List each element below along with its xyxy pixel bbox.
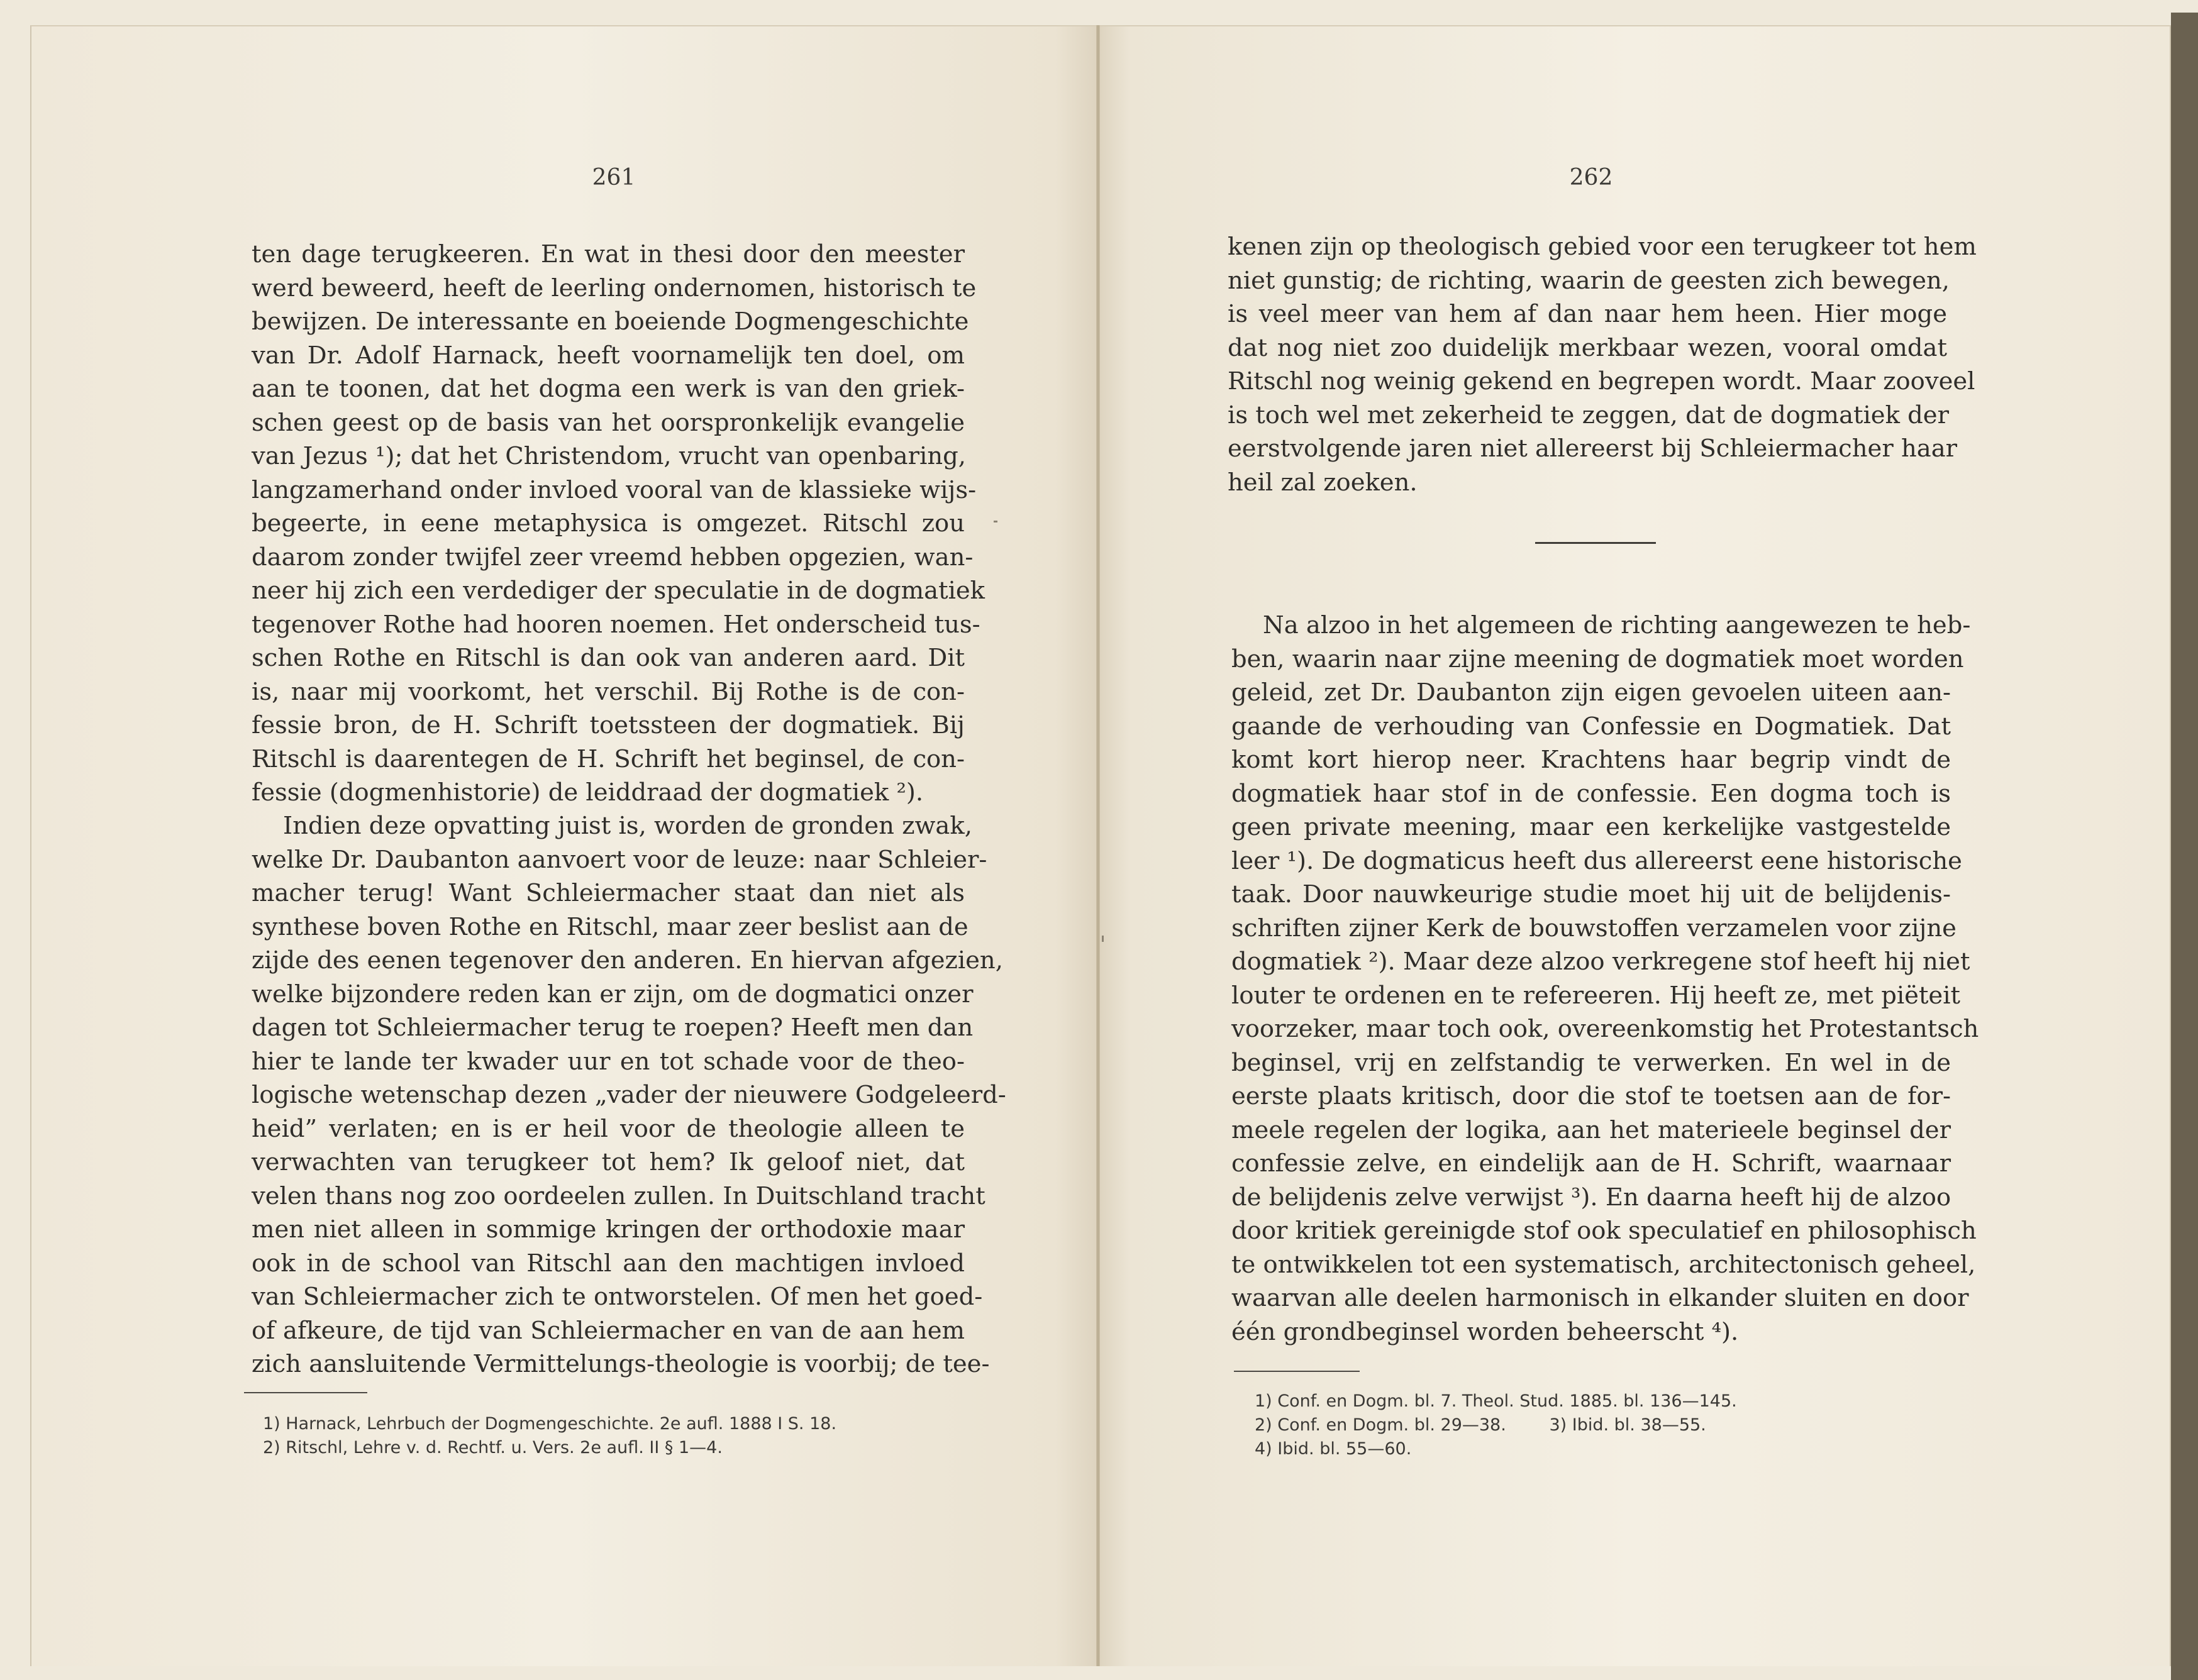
text-line: Ritschl nog weinig gekend en begrepen wordt. Maar zooveel [1228,367,1975,395]
text-line: zich aansluitende Vermittelungs-theologie is voorbij; de tee- [252,1350,990,1378]
text-line: dagen tot Schleiermacher terug te roepen? Heeft men dan [252,1014,974,1042]
text-line: welke bijzondere reden kan er zijn, om de dogmatici onzer [252,980,974,1009]
text-line: velen thans nog zoo oordeelen zullen. In Duitschland tracht [252,1181,985,1210]
left-paragraph-2 [252,809,1006,1381]
text-line: heid” verlaten; en is er heil voor de theologie alleen te [252,1114,965,1143]
text-line: komt kort hierop neer. Krachtens haar begrip vindt de [1231,746,1951,774]
right-page-number: 262 [1569,165,1613,191]
text-line: welke Dr. Daubanton aanvoert voor de leuze: naar Schleier- [252,845,987,874]
text-line: macher terug! Want Schleiermacher staat dan niet als [252,879,965,907]
text-line: één grondbeginsel worden beheerscht ⁴). [1231,1317,1739,1346]
text-line: van Dr. Adolf Harnack, heeft voornamelijk ten doel, om [252,341,965,370]
text-line: eerstvolgende jaren niet allereerst bij Schleiermacher haar [1228,434,1958,463]
text-line: neer hij zich een verdediger der speculatie in de dogmatiek [252,577,985,605]
text-line: van Jezus ¹); dat het Christendom, vrucht van openbaring, [252,442,967,470]
text-line: synthese boven Rothe en Ritschl, maar zeer beslist aan de [252,912,969,941]
text-line: confessie zelve, en eindelijk aan de H. Schrift, waarnaar [1231,1149,1951,1178]
text-line: tegenover Rothe had hooren noemen. Het onderscheid tus- [252,610,980,639]
text-line: kenen zijn op theologisch gebied voor een terugkeer tot hem [1228,233,1977,261]
text-line: de belijdenis zelve verwijst ³). En daarna heeft hij de alzoo [1231,1183,1951,1212]
text-line: beginsel, vrij en zelfstandig te verwerken. En wel in de [1231,1048,1951,1077]
text-line: voorzeker, maar toch ook, overeenkomstig het Protestantsch [1231,1015,1979,1043]
text-line: dat nog niet zoo duidelijk merkbaar wezen, vooral omdat [1228,333,1947,362]
text-line: is toch wel met zekerheid te zeggen, dat de dogmatiek der [1228,401,1949,429]
text-line: fessie bron, de H. Schrift toetssteen der dogmatiek. Bij [252,711,965,739]
footnote: 1) Harnack, Lehrbuch der Dogmengeschichte. 2e aufl. 1888 I S. 18. [263,1414,837,1434]
text-line: taak. Door nauwkeurige studie moet hij uit de belijdenis- [1231,880,1951,909]
text-line: is, naar mij voorkomt, het verschil. Bij Rothe is de con- [252,677,965,706]
text-line: Ritschl is daarentegen de H. Schrift het beginsel, de con- [252,744,965,773]
section-divider [1535,542,1656,544]
text-line: Indien deze opvatting juist is, worden de gronden zwak, [283,812,972,840]
left-paragraph-1 [252,238,985,810]
footnote: 2) Ritschl, Lehre v. d. Rechtf. u. Vers. 2e aufl. II § 1—4. [263,1438,723,1457]
text-line: fessie (dogmenhistorie) de leiddraad der dogmatiek ²). [252,778,924,807]
text-line: is veel meer van hem af dan naar hem heen. Hier moge [1228,300,1947,328]
text-line: Na alzoo in het algemeen de richting aangewezen te heb- [1263,611,1971,639]
right-paragraph-1 [1228,230,1977,499]
text-line: te ontwikkelen tot een systematisch, architectonisch geheel, [1231,1250,1976,1279]
footnote: 2) Conf. en Dogm. bl. 29—38. 3) Ibid. bl. 38—55. [1255,1415,1706,1435]
paper-speck [994,521,997,522]
text-line: hier te lande ter kwader uur en tot schade voor de theo- [252,1047,965,1076]
right-footnotes [1255,1390,1737,1461]
text-line: ten dage terugkeeren. En wat in thesi door den meester [252,240,965,268]
text-line: of afkeure, de tijd van Schleiermacher en van de aan hem [252,1316,965,1345]
text-line: zijde des eenen tegenover den anderen. En hiervan afgezien, [252,946,1003,975]
text-line: door kritiek gereinigde stof ook speculatief en philosophisch [1231,1217,1977,1245]
text-line: begeerte, in eene metaphysica is omgezet. Ritschl zou [252,509,965,538]
text-line: verwachten van terugkeer tot hem? Ik geloof niet, dat [252,1148,965,1176]
text-line: geen private meening, maar een kerkelijke vastgestelde [1231,813,1951,841]
text-line: daarom zonder twijfel zeer vreemd hebben opgezien, wan- [252,543,974,572]
text-line: men niet alleen in sommige kringen der orthodoxie maar [252,1215,965,1244]
text-line: niet gunstig; de richting, waarin de geesten zich bewegen, [1228,266,1950,295]
text-line: logische wetenschap dezen „vader der nieuwere Godgeleerd- [252,1081,1006,1109]
text-line: aan te toonen, dat het dogma een werk is van den griek- [252,375,965,403]
text-line: heil zal zoeken. [1228,468,1418,497]
text-line: geleid, zet Dr. Daubanton zijn eigen gevoelen uiteen aan- [1231,678,1951,707]
text-line: schriften zijner Kerk de bouwstoffen verzamelen voor zijne [1231,914,1957,942]
text-line: van Schleiermacher zich te ontworstelen. Of men het goed- [252,1283,983,1311]
text-line: dogmatiek ²). Maar deze alzoo verkregene stof heeft hij niet [1231,948,1970,976]
footnote-rule [1234,1371,1360,1372]
right-paragraph-2 [1231,609,1979,1349]
text-line: ben, waarin naar zijne meening de dogmatiek moet worden [1231,644,1964,673]
text-line: ook in de school van Ritschl aan den machtigen invloed [252,1249,965,1278]
footnote: 1) Conf. en Dogm. bl. 7. Theol. Stud. 1885. bl. 136—145. [1255,1391,1737,1411]
text-line: leer ¹). De dogmaticus heeft dus allereerst eene historische [1231,846,1962,875]
text-line: langzamerhand onder invloed vooral van de klassieke wijs- [252,475,977,504]
scan-edge [2171,13,2198,1680]
left-footnotes [263,1412,836,1460]
text-line: louter te ordenen en te refereeren. Hij heeft ze, met piëteit [1231,981,1960,1010]
text-line: werd beweerd, heeft de leerling ondernomen, historisch te [252,274,977,302]
text-line: meele regelen der logika, aan het materieele beginsel der [1231,1115,1951,1144]
footnote: 4) Ibid. bl. 55—60. [1255,1439,1412,1459]
text-line: bewijzen. De interessante en boeiende Dogmengeschichte [252,307,969,336]
text-line: eerste plaats kritisch, door die stof te toetsen aan de for- [1231,1082,1951,1110]
left-page-number: 261 [592,165,636,191]
text-line: schen Rothe en Ritschl is dan ook van anderen aard. Dit [252,644,965,672]
text-line: waarvan alle deelen harmonisch in elkander sluiten en door [1231,1284,1969,1312]
paper-speck [1102,936,1104,942]
text-line: dogmatiek haar stof in de confessie. Een dogma toch is [1231,779,1951,808]
text-line: gaande de verhouding van Confessie en Dogmatiek. Dat [1231,712,1951,741]
book-gutter [1096,25,1100,1666]
text-line: schen geest op de basis van het oorspronkelijk evangelie [252,408,965,437]
footnote-rule [244,1392,367,1393]
